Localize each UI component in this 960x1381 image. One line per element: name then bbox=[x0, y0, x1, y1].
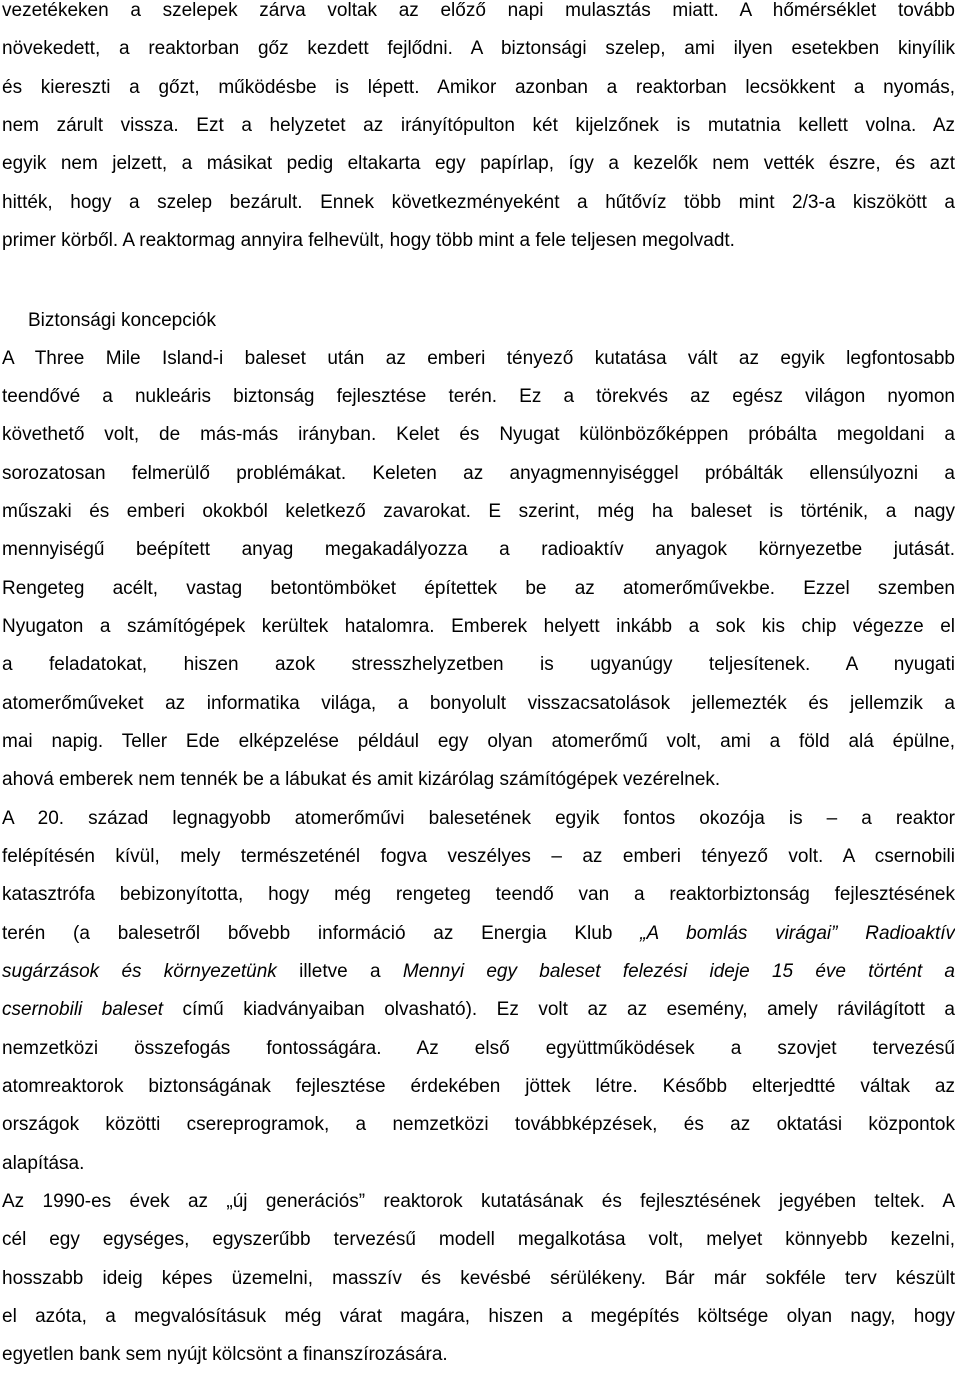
text-line: és kiereszti a gőzt, működésbe is lépett. Amikor azonban a reaktorban lecsökkent a nyomás, bbox=[2, 77, 955, 98]
text-line: primer körből. A reaktormag annyira felhevült, hogy több mint a fele teljesen megolvadt. bbox=[2, 230, 735, 251]
text-line: hitték, hogy a szelep bezárult. Ennek következményeként a hűtővíz több mint 2/3-a kiszökött a bbox=[2, 192, 955, 213]
text-line: nem zárult vissza. Ezt a helyzetet az irányítópulton két kijelzőnek is mutatnia kellett volna. Az bbox=[2, 115, 955, 136]
text-line: mai napig. Teller Ede elképzelése például egy olyan atomerőmű volt, ami a föld alá épülne, bbox=[2, 731, 955, 752]
text-line: Nyugaton a számítógépek kerültek hatalomra. Emberek helyett inkább a sok kis chip végezze el bbox=[2, 616, 955, 637]
text-line: katasztrófa bebizonyította, hogy még rengeteg teendő van a reaktorbiztonság fejlesztésének bbox=[2, 884, 955, 905]
text-line: sorozatosan felmerülő problémákat. Keleten az anyagmennyiséggel próbálták ellensúlyozni a bbox=[2, 463, 955, 484]
text-line: növekedett, a reaktorban gőz kezdett fejlődni. A biztonsági szelep, ami ilyen esetekben kinyílik bbox=[2, 38, 955, 59]
text-line: felépítésén kívül, mely természeténél fogva veszélyes – az emberi tényező volt. A csernobili bbox=[2, 846, 955, 867]
text-line: cél egy egységes, egyszerűbb tervezésű modell megalkotása volt, melyet könnyebb kezelni, bbox=[2, 1229, 955, 1250]
text-run: illetve a bbox=[276, 961, 403, 982]
text-run: című kiadványaiban olvasható). Ez volt az az esemény, amely rávilágított a bbox=[163, 999, 955, 1020]
text-line: vezetékeken a szelepek zárva voltak az előző napi mulasztás miatt. A hőmérséklet tovább bbox=[2, 0, 955, 21]
text-line bbox=[2, 995, 955, 1025]
italic-publication-title: „A bomlás virágai” Radioaktív bbox=[640, 923, 955, 944]
text-line: műszaki és emberi okokból keletkező zavarokat. E szerint, még ha baleset is történik, a nagy bbox=[2, 501, 955, 522]
section-heading: Biztonsági koncepciók bbox=[28, 310, 216, 331]
text-line: Rengeteg acélt, vastag betontömböket építettek be az atomerőművekbe. Ezzel szemben bbox=[2, 578, 955, 599]
text-line: egyetlen bank sem nyújt kölcsönt a finanszírozására. bbox=[2, 1344, 448, 1365]
text-line: alapítása. bbox=[2, 1153, 85, 1174]
text-line bbox=[2, 919, 955, 949]
text-line: el azóta, a megvalósításuk még várat magára, hiszen a megépítés költsége olyan nagy, hogy bbox=[2, 1306, 955, 1327]
text-line: nemzetközi összefogás fontosságára. Az első együttműködések a szovjet tervezésű bbox=[2, 1038, 955, 1059]
text-line: teendővé a nukleáris biztonság fejlesztése terén. Ez a törekvés az egész világon nyomon bbox=[2, 386, 955, 407]
text-line: A Three Mile Island-i baleset után az emberi tényező kutatása vált az egyik legfontosabb bbox=[2, 348, 955, 369]
text-line: atomerőműveket az informatika világa, a bonyolult visszacsatolások jellemezték és jellemzik a bbox=[2, 693, 955, 714]
text-line bbox=[2, 957, 955, 987]
text-line: a feladatokat, hiszen azok stresszhelyzetben is ugyanúgy teljesítenek. A nyugati bbox=[2, 654, 955, 675]
text-run: terén (a balesetről bővebb információ az Energia Klub bbox=[2, 923, 641, 944]
italic-publication-title: csernobili baleset bbox=[2, 999, 164, 1020]
italic-publication-title: Mennyi egy baleset felezési ideje 15 éve történt a bbox=[402, 961, 955, 982]
italic-publication-title: sugárzások és környezetünk bbox=[2, 961, 277, 982]
text-line: mennyiségű beépített anyag megakadályozza a radioaktív anyagok környezetbe jutását. bbox=[2, 539, 955, 560]
text-line: A 20. század legnagyobb atomerőművi balesetének egyik fontos okozója is – a reaktor bbox=[2, 808, 955, 829]
text-line: atomreaktorok biztonságának fejlesztése érdekében jöttek létre. Később elterjedtté váltak az bbox=[2, 1076, 955, 1097]
text-line: ahová emberek nem tennék be a lábukat és amit kizárólag számítógépek vezérelnek. bbox=[2, 769, 721, 790]
text-line: hosszabb ideig képes üzemelni, masszív és kevésbé sérülékeny. Bár már sokféle terv készült bbox=[2, 1268, 955, 1289]
text-line: követhető volt, de más-más irányban. Kelet és Nyugat különbözőképpen próbálta megoldani a bbox=[2, 424, 955, 445]
text-line: Az 1990-es évek az „új generációs” reaktorok kutatásának és fejlesztésének jegyében teltek. A bbox=[2, 1191, 955, 1212]
text-line: egyik nem jelzett, a másikat pedig eltakarta egy papírlap, így a kezelők nem vették észre, és azt bbox=[2, 153, 955, 174]
text-line: országok közötti csereprogramok, a nemzetközi továbbképzések, és az oktatási központok bbox=[2, 1114, 955, 1135]
